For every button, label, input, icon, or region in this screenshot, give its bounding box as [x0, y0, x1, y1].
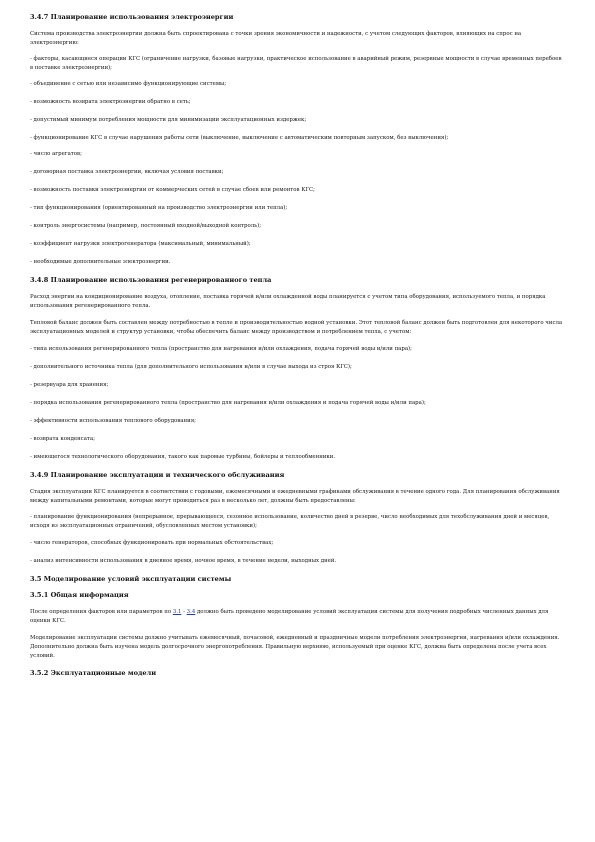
- paragraph: Моделирование эксплуатации системы должно учитывать ежемесячный, почасовой, ежедневный и праздничные модели потребления электроэнергии, нагревания и/или охлаждения. Дополнительно должна быть изучена модель долгосрочного энергопотребления. Правильную верхнюю, используемый при оценке КГС, должна быть определена после учета всех условий.: [30, 635, 560, 659]
- list-item: - возврата конденсата;: [30, 436, 95, 442]
- list-item: - число агрегатов;: [30, 151, 82, 157]
- list-item: - планирование функционирования (непрерывное, прерывающееся, сезонное использование, количество дней в резерве, число необходимых для техобслуживания дней и месяцев, исходя из эксплуатационных ограничений, обусловленных местом установки);: [30, 514, 550, 529]
- paragraph: Расход энергии на кондиционирование воздуха, отопление, поставка горячей и/или охлажденной воды планируется с учетом типа оборудования, используемого тепла, и порядка использования регенерированного тепла.: [30, 294, 546, 309]
- list-item: - типа использования регенерированного тепла (пространство для нагревания и/или охлаждения, подача горячей воды и/или пара);: [30, 346, 412, 352]
- list-item: - функционирование КГС в случае нарушения работы сети (выключение, выключение с автоматическим повторным запуском, без выключения);: [30, 135, 449, 141]
- list-item: - коэффициент нагрузки электрогенератора (максимальный, минимальный);: [30, 241, 251, 247]
- heading-3-4-7: 3.4.7 Планирование использования электроэнергии: [30, 13, 234, 21]
- list-item: - имеющегося технологического оборудования, такого как паровые турбины, бойлеры и теплообменники.: [30, 454, 336, 460]
- list-item: - резервуара для хранения;: [30, 382, 109, 388]
- heading-3-5-2: 3.5.2 Эксплуатационные модели: [30, 669, 157, 677]
- list-item: - возможность возврата электроэнергии обратно в сеть;: [30, 99, 191, 105]
- heading-3-5: 3.5 Моделирование условий эксплуатации системы: [30, 575, 232, 583]
- paragraph-text: должно быть проведено моделирование условий эксплуатации системы для получения подробных численных данных для оценки КГС.: [30, 609, 549, 624]
- list-item: - объединение с сетью или независимо функционирующие системы;: [30, 81, 227, 87]
- list-item: - эффективности использования теплового оборудования;: [30, 418, 196, 424]
- heading-3-4-9: 3.4.9 Планирование эксплуатации и технического обслуживания: [30, 471, 285, 479]
- paragraph: Стадия эксплуатации КГС планируется в соответствии с годовыми, ежемесячными и ежедневными графиками обслуживания в течение одного года. Для планирования обслуживания между капитальными ремонтами, которые могут проводиться раз в несколько лет, должны быть предоставлены:: [30, 489, 560, 504]
- list-item: - допустимый минимум потребления мощности для минимизации эксплуатационных издержек;: [30, 117, 307, 123]
- heading-3-4-8: 3.4.8 Планирование использования регенерированного тепла: [30, 276, 272, 284]
- paragraph: Система производства электроэнергии должна быть спроектирована с точки зрения экономичности и надежности, с учетом следующих факторов, влияющих на спрос на электроэнергию:: [30, 31, 522, 46]
- list-item: - необходимые дополнительные электроэнергии.: [30, 259, 171, 265]
- list-item: - тип функционирования (ориентированный на производство электроэнергии или тепла);: [30, 205, 288, 211]
- list-item: - дополнительного источника тепла (для дополнительного использования и/или в случае выхода из строя КГС);: [30, 364, 352, 370]
- paragraph: Тепловой баланс должен быть составлен между потребностью в тепле и производительностью водной установки. Этот тепловой баланс должен быть подготовлен для некоторого числа эксплуатационных моделей и структур установки, чтобы обеспечить баланс между производством и потреблением тепла, с учетом:: [30, 320, 563, 335]
- list-item: - возможность поставки электроэнергии от коммерческих сетей в случае сбоев или ремонтов КГС;: [30, 187, 315, 193]
- list-item: - факторы, касающиеся операции КГС (ограничение нагрузки, базовые нагрузки, практическое использование в аварийный режим, резервные мощности в случае временных перебоев в поставке электроэнергии);: [30, 56, 562, 71]
- list-item: - анализ интенсивности использования в дневное время, ночное время, в течение недели, выходных дней.: [30, 558, 337, 564]
- list-item: - контроль энергосистемы (например, постоянный входной/выходной контроль);: [30, 223, 262, 229]
- section-link-3-4[interactable]: 3.4: [186, 609, 196, 615]
- paragraph-text: После определения факторов или параметров по: [30, 609, 173, 615]
- list-item: - число генераторов, способных функционировать при нормальных обстоятельствах;: [30, 540, 274, 546]
- list-item: - порядка использования регенерированного тепла (пространство для нагревания и/или охлаждения и подача горячей воды и/или пара);: [30, 400, 426, 406]
- paragraph-text: -: [181, 609, 187, 615]
- paragraph-with-links: [30, 608, 565, 626]
- heading-3-5-1: 3.5.1 Общая информация: [30, 591, 129, 599]
- list-item: - договорная поставка электроэнергии, включая условия поставки;: [30, 169, 224, 175]
- section-link-3-1[interactable]: 3.1: [172, 609, 182, 615]
